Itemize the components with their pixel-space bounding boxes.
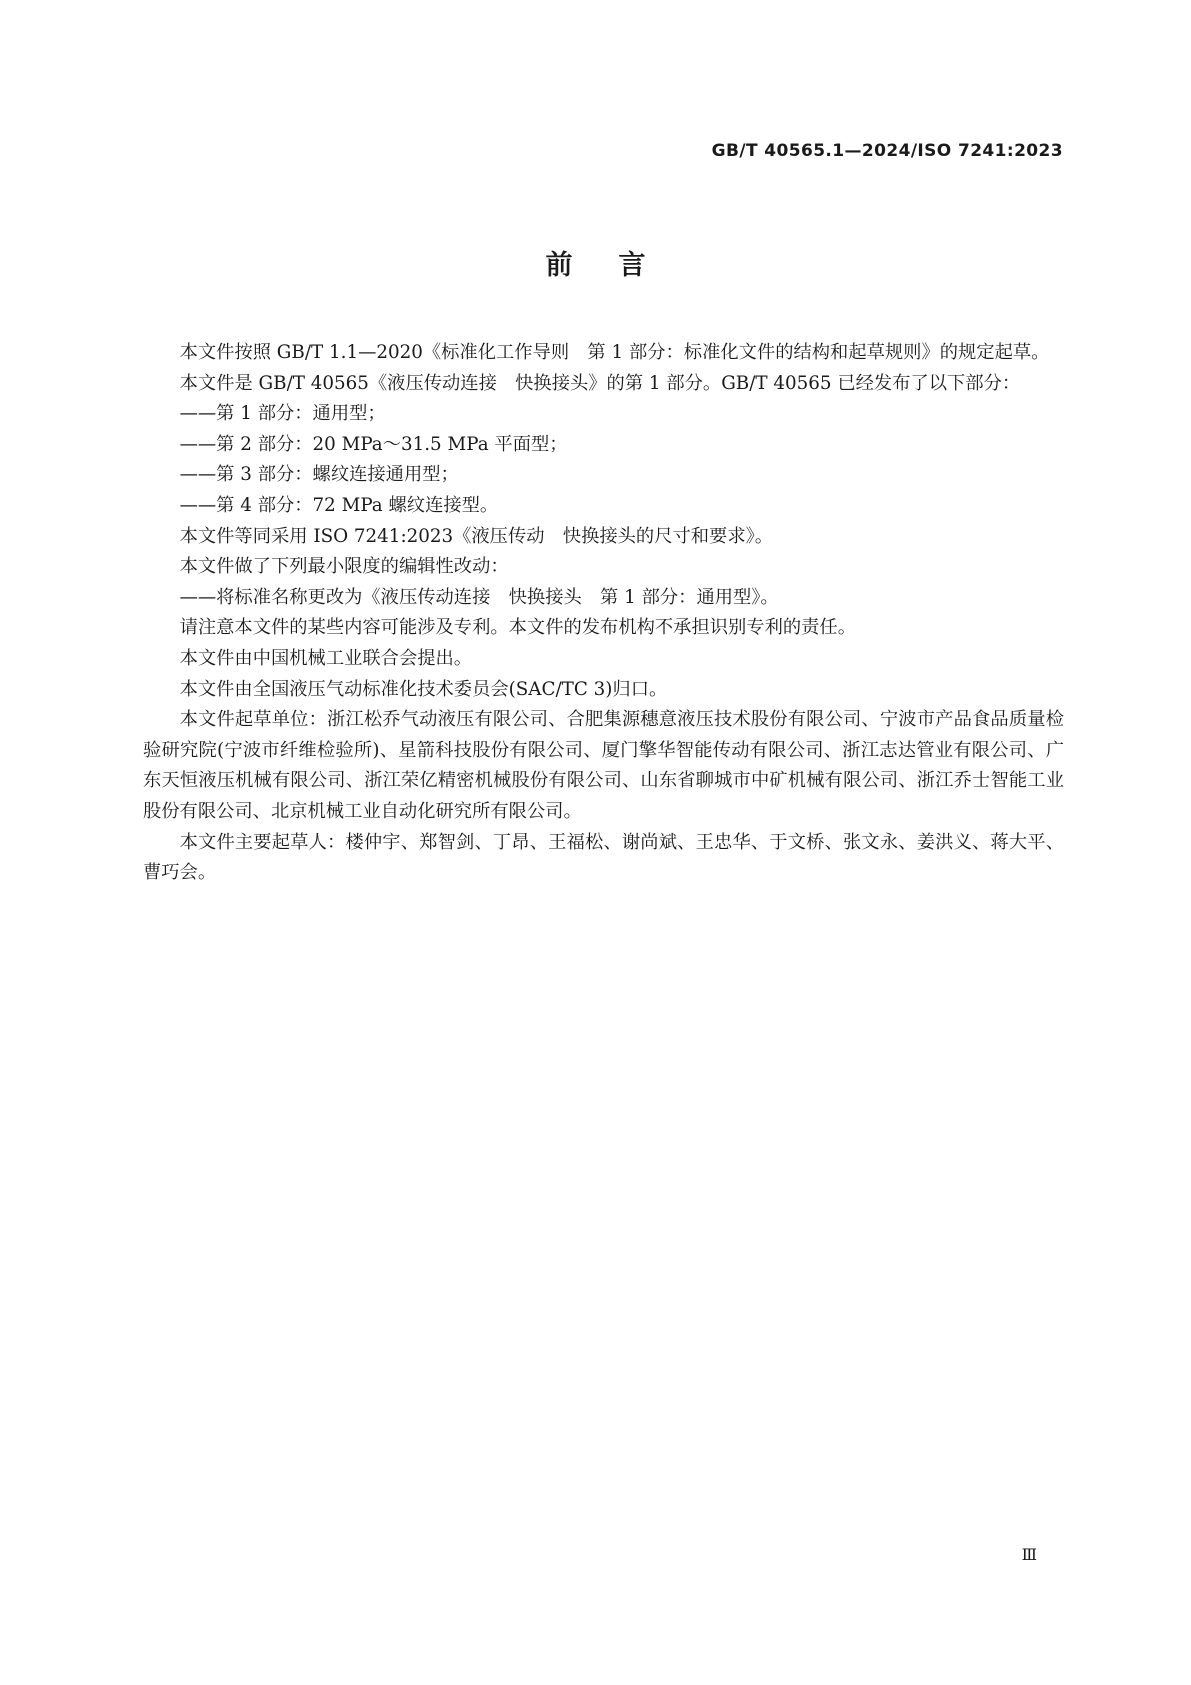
list-item-title-change: ——将标准名称更改为《液压传动连接 快换接头 第 1 部分：通用型》。	[179, 586, 779, 608]
paragraph-committee: 本文件由全国液压气动标准化技术委员会(SAC/TC 3)归口。	[179, 678, 668, 700]
list-item-part-2: ——第 2 部分：20 MPa～31.5 MPa 平面型；	[179, 433, 568, 455]
paragraph-drafting-units: 本文件起草单位：浙江松乔气动液压有限公司、合肥集源穗意液压技术股份有限公司、宁波市产品食品质量检验研究院(宁波市纤维检验所)、星箭科技股份有限公司、厦门擎华智能传动有限公司、浙江志达管业有限公司、广东天恒液压机械有限公司、浙江荣亿精密机械股份有限公司、山东省聊城市中矿机械有限公司、浙江乔士智能工业股份有限公司、北京机械工业自动化研究所有限公司。	[143, 709, 1064, 822]
foreword-body	[143, 338, 1064, 889]
page-title: 前言	[545, 250, 692, 281]
paragraph-drafters: 本文件主要起草人：楼仲宇、郑智剑、丁昂、王福松、谢尚斌、王忠华、于文桥、张文永、姜洪义、蒋大平、曹巧会。	[143, 831, 1064, 884]
paragraph-drafting-rules: 本文件按照 GB/T 1.1—2020《标准化工作导则 第 1 部分：标准化文件的结构和起草规则》的规定起草。	[179, 342, 1050, 363]
paragraph-iso-adoption: 本文件等同采用 ISO 7241:2023《液压传动 快换接头的尺寸和要求》。	[179, 525, 774, 547]
standard-code: GB/T 40565.1—2024/ISO 7241:2023	[711, 141, 1063, 161]
list-item-part-4: ——第 4 部分：72 MPa 螺纹连接型。	[179, 494, 499, 516]
list-item-part-1: ——第 1 部分：通用型；	[179, 403, 386, 425]
list-item-part-3: ——第 3 部分：螺纹连接通用型；	[179, 464, 459, 486]
paragraph-series-parts: 本文件是 GB/T 40565《液压传动连接 快换接头》的第 1 部分。GB/T 40565 已经发布了以下部分：	[179, 372, 1021, 394]
paragraph-editorial-changes: 本文件做了下列最小限度的编辑性改动：	[179, 556, 509, 578]
paragraph-patent-notice: 请注意本文件的某些内容可能涉及专利。本文件的发布机构不承担识别专利的责任。	[179, 617, 856, 639]
paragraph-proposer: 本文件由中国机械工业联合会提出。	[179, 647, 473, 669]
page-number: Ⅲ	[1021, 1545, 1036, 1564]
